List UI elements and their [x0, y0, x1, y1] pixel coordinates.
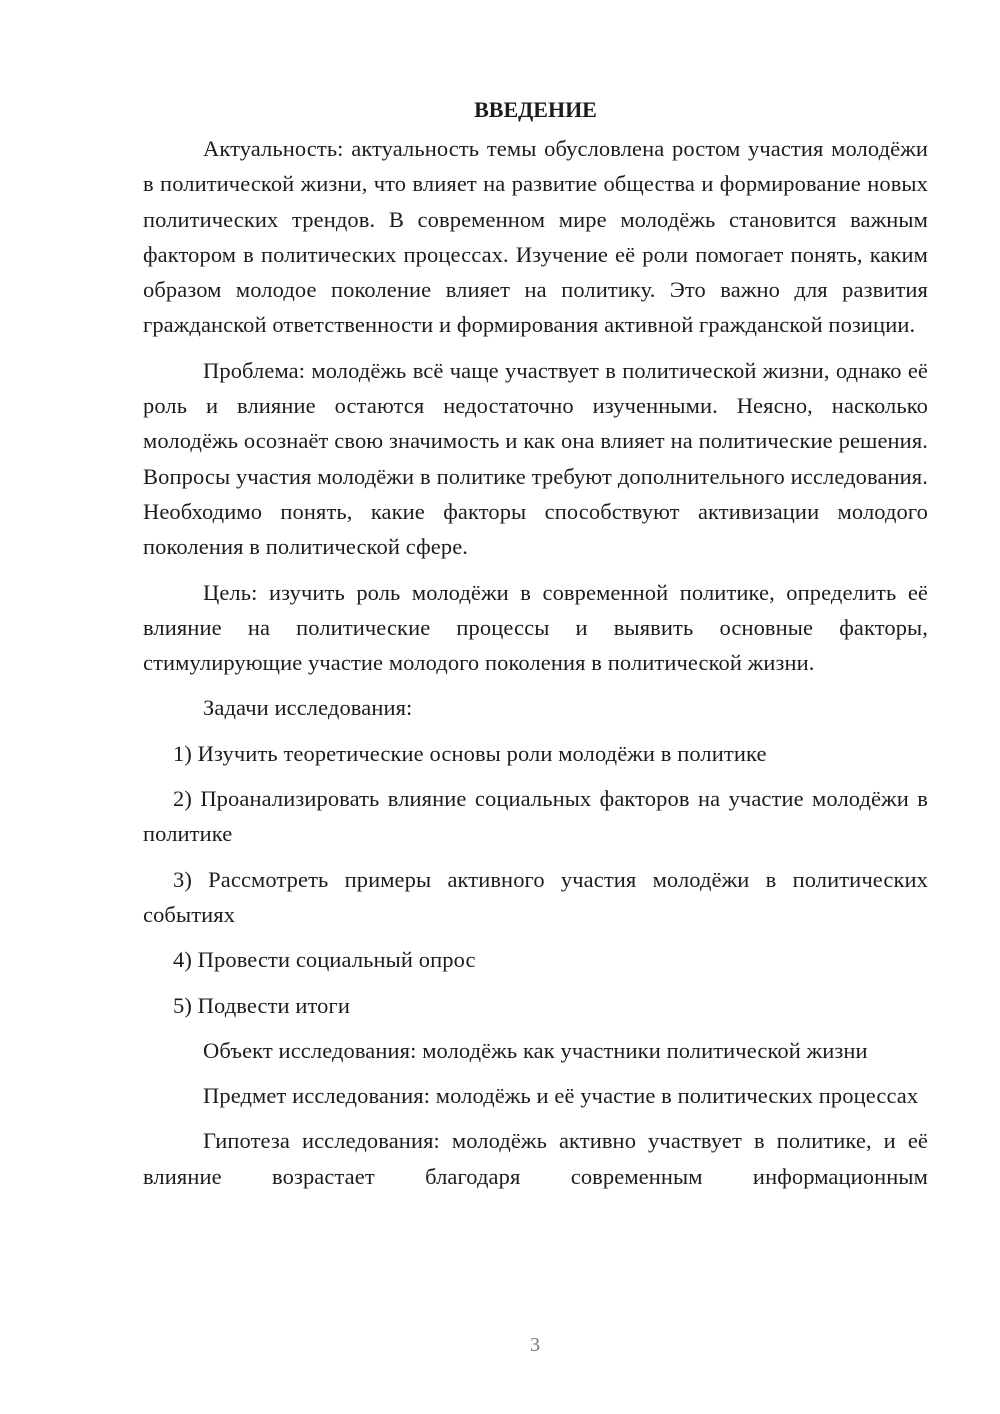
- task-item: 1) Изучить теоретические основы роли молодёжи в политике: [173, 740, 767, 766]
- relevance-paragraph: Актуальность: актуальность темы обусловлена ростом участия молодёжи в политической жизни, что влияет на развитие общества и формирование новых политических трендов. В современном мире молодёжь становится важным фактором в политических процессах. Изучение её роли помогает понять, каким образом молодое поколение влияет на политику. Это важно для развития гражданской ответственности и формирования активной гражданской позиции.: [143, 136, 928, 338]
- problem-paragraph: Проблема: молодёжь всё чаще участвует в политической жизни, однако её роль и влияние остаются недостаточно изученными. Неясно, насколько молодёжь осознаёт свою значимость и как она влияет на политические решения. Вопросы участия молодёжи в политике требуют дополнительного исследования. Необходимо понять, какие факторы способствуют активизации молодого поколения в политической сфере.: [143, 357, 928, 560]
- subject-paragraph: Предмет исследования: молодёжь и её участие в политических процессах: [203, 1083, 919, 1109]
- task-item: 4) Провести социальный опрос: [173, 947, 476, 973]
- goal-paragraph: Цель: изучить роль молодёжи в современной политике, определить её влияние на политические процессы и выявить основные факторы, стимулирующие участие молодого поколения в политической жизни.: [143, 579, 928, 676]
- tasks-heading: Задачи исследования:: [203, 695, 413, 721]
- task-item: 5) Подвести итоги: [173, 992, 350, 1018]
- object-paragraph: Объект исследования: молодёжь как участники политической жизни: [203, 1037, 868, 1063]
- page-body: [143, 95, 928, 1194]
- section-title: ВВЕДЕНИЕ: [474, 97, 597, 122]
- page-number: 3: [530, 1334, 540, 1356]
- task-item: 2) Проанализировать влияние социальных факторов на участие молодёжи в политике: [143, 786, 928, 847]
- hypothesis-paragraph: Гипотеза исследования: молодёжь активно участвует в политике, и её влияние возрастает благодаря современным информационным: [143, 1128, 928, 1189]
- task-item: 3) Рассмотреть примеры активного участия молодёжи в политических событиях: [143, 866, 928, 927]
